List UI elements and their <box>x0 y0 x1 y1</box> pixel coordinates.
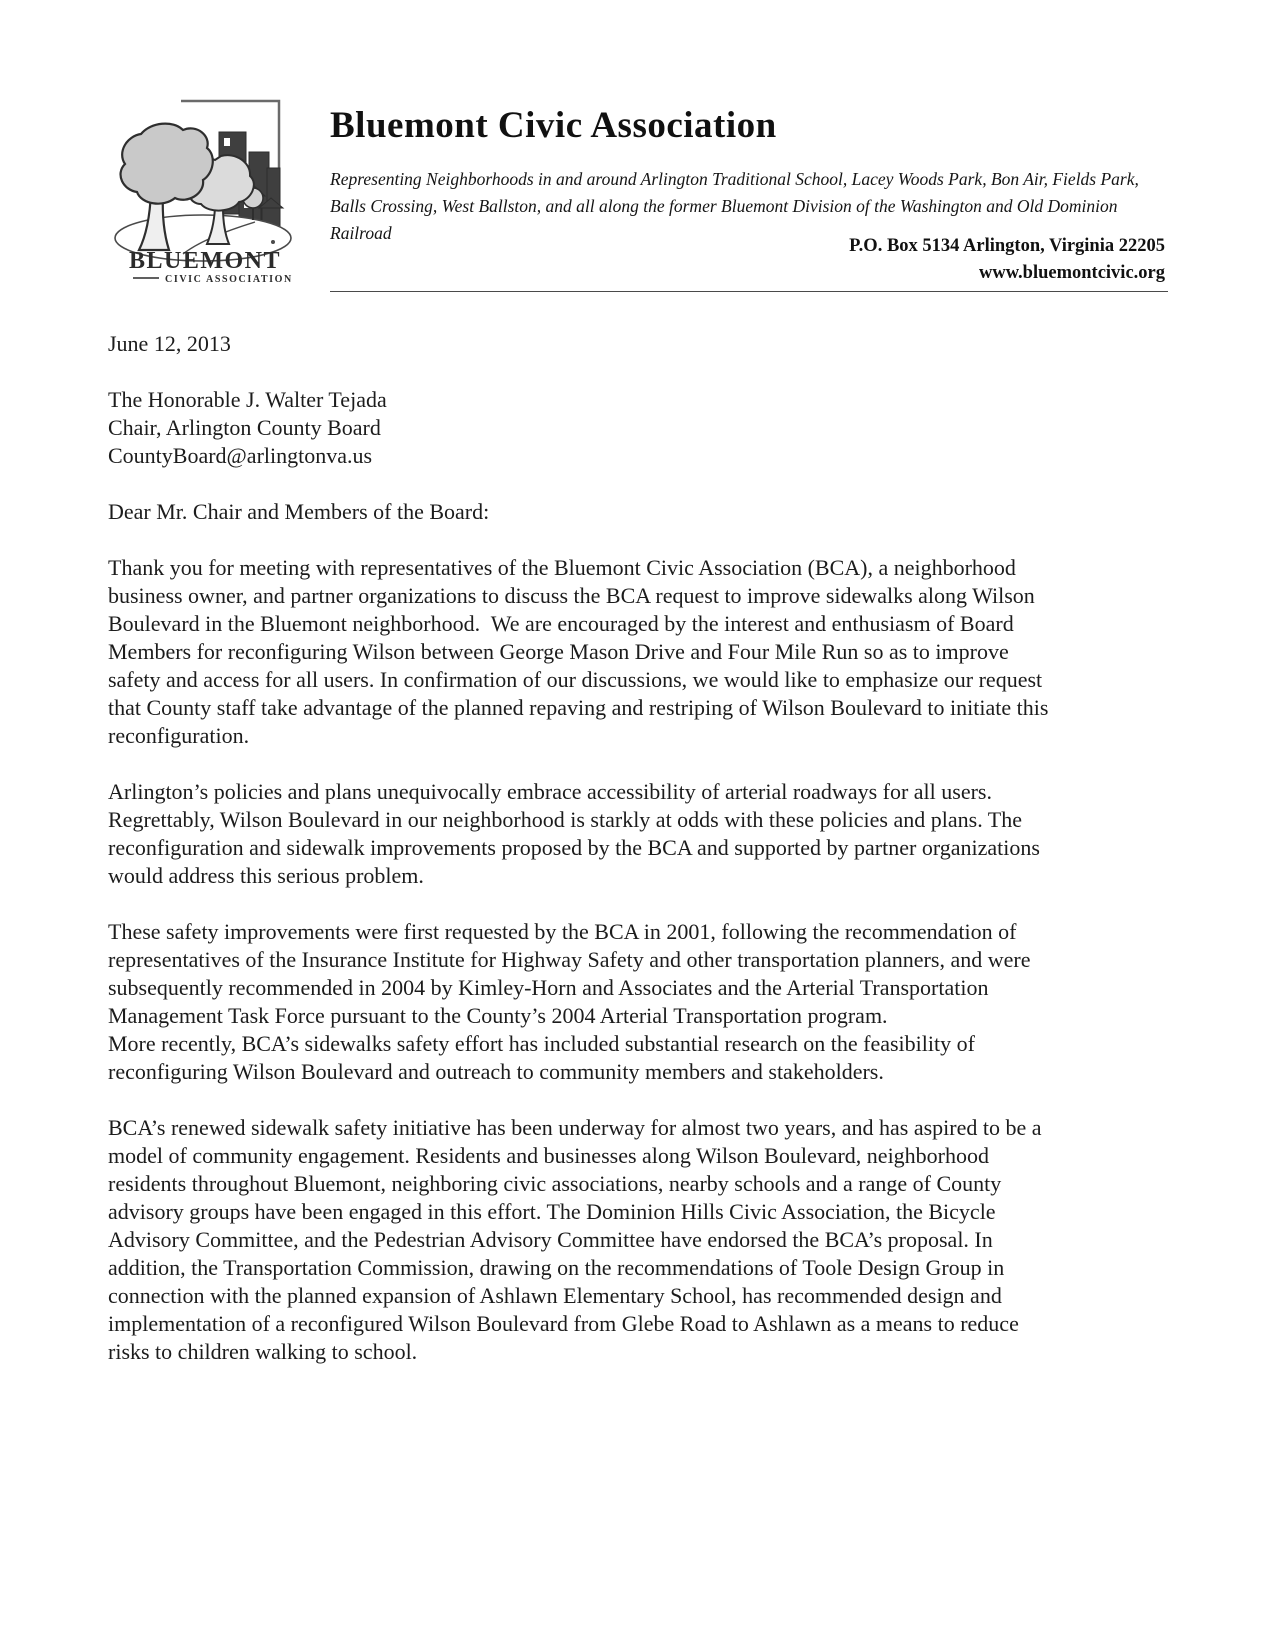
text-line: More recently, BCA’s sidewalks safety effort has included substantial research on the feasibility of <box>108 1031 975 1056</box>
salutation <box>108 498 1170 526</box>
text-line: The Honorable J. Walter Tejada <box>108 387 387 412</box>
website-url: www.bluemontcivic.org <box>978 263 1165 283</box>
text-line: representatives of the Insurance Institute for Highway Safety and other transportation planners, and were <box>108 947 1031 972</box>
text-line: reconfiguring Wilson Boulevard and outreach to community members and stakeholders. <box>108 1059 884 1084</box>
org-address-block <box>849 233 1165 287</box>
text-line: Representing Neighborhoods in and around Arlington Traditional School, Lacey Woods Park, Bon Air, Fields Park, <box>330 169 1139 189</box>
text-line: BCA’s renewed sidewalk safety initiative has been underway for almost two years, and has aspired to be a <box>108 1115 1042 1140</box>
organization-logo <box>103 92 293 292</box>
letterhead <box>0 0 1275 300</box>
text-line: reconfiguration. <box>108 723 250 748</box>
text-line: safety and access for all users. In confirmation of our discussions, we would like to emphasize our request <box>108 667 1043 692</box>
text-line: risks to children walking to school. <box>108 1339 418 1364</box>
text-line: connection with the planned expansion of Ashlawn Elementary School, has recommended design and <box>108 1283 1002 1308</box>
trees-and-buildings-logo-icon <box>103 92 293 292</box>
text-line: Management Task Force pursuant to the County’s 2004 Arterial Transportation program. <box>108 1003 888 1028</box>
text-line: that County staff take advantage of the planned repaving and restriping of Wilson Boulevard to initiate this <box>108 695 1049 720</box>
text-line: subsequently recommended in 2004 by Kimley-Horn and Associates and the Arterial Transportation <box>108 975 989 1000</box>
paragraph-2 <box>108 778 1170 890</box>
text-line: advisory groups have been engaged in this effort. The Dominion Hills Civic Association, the Bicycle <box>108 1199 996 1224</box>
text-line: addition, the Transportation Commission, drawing on the recommendations of Toole Design Group in <box>108 1255 1005 1280</box>
letter-date <box>108 330 1170 358</box>
po-box-line: P.O. Box 5134 Arlington, Virginia 22205 <box>849 236 1165 256</box>
text-line: residents throughout Bluemont, neighboring civic associations, nearby schools and a range of County <box>108 1171 1002 1196</box>
text-line: would address this serious problem. <box>108 863 424 888</box>
text-line: Thank you for meeting with representatives of the Bluemont Civic Association (BCA), a neighborhood <box>108 555 1016 580</box>
text-line: Advisory Committee, and the Pedestrian Advisory Committee have endorsed the BCA’s proposal. In <box>108 1227 993 1252</box>
text-line: CountyBoard@arlingtonva.us <box>108 443 373 468</box>
text-line: model of community engagement. Residents and businesses along Wilson Boulevard, neighborhood <box>108 1143 990 1168</box>
header-divider <box>330 291 1168 292</box>
logo-wordmark: BLUEMONT <box>129 248 282 274</box>
paragraph-1 <box>108 554 1170 750</box>
paragraph-4 <box>108 1114 1170 1366</box>
text-line: reconfiguration and sidewalk improvements proposed by the BCA and supported by partner organizations <box>108 835 1040 860</box>
text-line: business owner, and partner organizations to discuss the BCA request to improve sidewalks along Wilson <box>108 583 1035 608</box>
text-line: Arlington’s policies and plans unequivocally embrace accessibility of arterial roadways for all users. <box>108 779 992 804</box>
text-line: Boulevard in the Bluemont neighborhood. We are encouraged by the interest and enthusiasm of Board <box>108 611 1014 636</box>
text-line: Chair, Arlington County Board <box>108 415 381 440</box>
recipient-block <box>108 386 1170 470</box>
text-line: Members for reconfiguring Wilson between George Mason Drive and Four Mile Run so as to improve <box>108 639 1009 664</box>
letter-body <box>108 330 1170 1366</box>
paragraph-3 <box>108 918 1170 1086</box>
logo-sub-wordmark: CIVIC ASSOCIATION <box>165 274 293 285</box>
text-line: implementation of a reconfigured Wilson Boulevard from Glebe Road to Ashlawn as a means to reduce <box>108 1311 1019 1336</box>
text-line: Balls Crossing, West Ballston, and all along the former Bluemont Division of the Washington and Old Dominion <box>330 196 1118 216</box>
salutation-text: Dear Mr. Chair and Members of the Board: <box>108 499 490 524</box>
date-text: June 12, 2013 <box>108 331 231 356</box>
text-line: These safety improvements were first requested by the BCA in 2001, following the recommendation of <box>108 919 1017 944</box>
page-title: Bluemont Civic Association <box>330 105 777 146</box>
text-line: Regrettably, Wilson Boulevard in our neighborhood is starkly at odds with these policies and plans. The <box>108 807 1022 832</box>
text-line: Railroad <box>330 223 392 243</box>
